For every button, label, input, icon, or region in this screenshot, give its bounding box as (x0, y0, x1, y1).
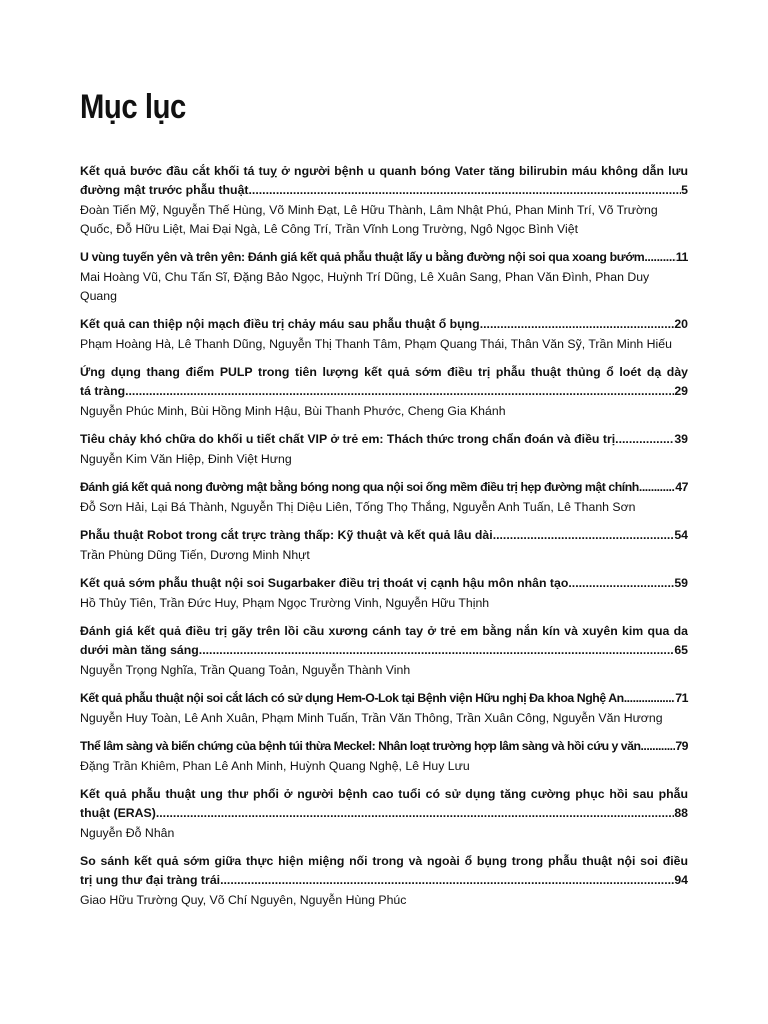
toc-page-number: 39 (674, 432, 688, 446)
toc-entry-title-row (80, 478, 688, 497)
toc-entry-authors: Mai Hoàng Vũ, Chu Tấn Sĩ, Đặng Bảo Ngọc, Huỳnh Trí Dũng, Lê Xuân Sang, Phan Văn Đình, Phan Duy Quang (80, 270, 650, 303)
toc-entry-title-line: dưới màn tăng sáng (80, 643, 199, 657)
toc-entry-title-link[interactable] (80, 162, 688, 200)
toc-entry-title-link[interactable] (80, 430, 688, 449)
toc-entry-title-row (80, 737, 688, 756)
toc-page-number: 54 (674, 528, 688, 542)
toc-entry-authors: Giao Hữu Trường Quy, Võ Chí Nguyên, Nguyễn Hùng Phúc (80, 893, 407, 907)
toc-entry-title-line: Đánh giá kết quả điều trị gãy trên lồi cầu xương cánh tay ở trẻ em bằng nắn kín và xuyên kim qua da (80, 624, 688, 638)
toc-page-number: 11 (675, 250, 688, 264)
table-of-contents (80, 162, 688, 919)
toc-entry-title-line: Đánh giá kết quả nong đường mật bằng bóng nong qua nội soi ống mềm điều trị hẹp đường mật chính (80, 480, 639, 494)
toc-leader-dots (493, 526, 675, 545)
toc-entry-title-line: Kết quả phẫu thuật ung thư phổi ở người bệnh cao tuổi có sử dụng tăng cường phục hồi sau phẫu (80, 787, 688, 801)
toc-page-number: 5 (681, 183, 688, 197)
toc-entry-title-link[interactable] (80, 248, 688, 267)
toc-leader-dots (641, 737, 676, 756)
toc-entry-title-link[interactable] (80, 526, 688, 545)
toc-entry-title-line: Kết quả sớm phẫu thuật nội soi Sugarbaker điều trị thoát vị cạnh hậu môn nhân tạo (80, 576, 569, 590)
toc-entry (80, 852, 688, 910)
toc-entry-title-line: U vùng tuyến yên và trên yên: Đánh giá kết quả phẫu thuật lấy u bằng đường nội soi qua xoang bướm (80, 250, 645, 264)
toc-entry-authors: Nguyễn Huy Toàn, Lê Anh Xuân, Phạm Minh Tuấn, Trần Văn Thông, Trần Xuân Công, Nguyễn Văn Hương (80, 711, 663, 725)
toc-entry-title-row (80, 181, 688, 200)
toc-entry-authors: Phạm Hoàng Hà, Lê Thanh Dũng, Nguyễn Thị Thanh Tâm, Phạm Quang Thái, Thân Văn Sỹ, Trần Minh Hiếu (80, 337, 672, 351)
toc-entry (80, 574, 688, 613)
toc-entry-authors: Nguyễn Đỗ Nhân (80, 826, 175, 840)
toc-entry (80, 248, 688, 306)
page-title: Mục lục (80, 88, 186, 126)
toc-entry-title-row (80, 641, 688, 660)
toc-leader-dots (644, 248, 675, 267)
toc-entry-title-line: Kết quả phẫu thuật nội soi cắt lách có sử dụng Hem-O-Lok tại Bệnh viện Hữu nghị Đa khoa Nghệ An (80, 691, 624, 705)
toc-entry (80, 478, 688, 517)
toc-page-number: 88 (674, 806, 688, 820)
toc-entry-title-link[interactable] (80, 852, 688, 890)
toc-leader-dots (639, 478, 675, 497)
toc-page-number: 71 (675, 691, 688, 705)
toc-entry-title-link[interactable] (80, 478, 688, 497)
toc-entry (80, 363, 688, 421)
toc-page-number: 47 (675, 480, 688, 494)
toc-page-number: 65 (674, 643, 688, 657)
toc-leader-dots (624, 689, 676, 708)
toc-entry-title-line: Ứng dụng thang điểm PULP trong tiên lượng kết quả sớm điều trị phẫu thuật thủng ổ loét dạ dày (80, 365, 688, 379)
toc-entry-title-line: trị ung thư đại tràng trái (80, 873, 221, 887)
toc-entry (80, 162, 688, 239)
toc-entry-title-link[interactable] (80, 574, 688, 593)
toc-entry-title-link[interactable] (80, 785, 688, 823)
toc-entry-title-line: So sánh kết quả sớm giữa thực hiện miệng nối trong và ngoài ổ bụng trong phẫu thuật nội soi điều (80, 854, 688, 868)
toc-page-number: 59 (674, 576, 688, 590)
toc-entry-title-line: Thể lâm sàng và biến chứng của bệnh túi thừa Meckel: Nhân loạt trường hợp lâm sàng và hồi cứu y văn (80, 739, 641, 753)
toc-entry-authors: Hồ Thủy Tiên, Trần Đức Huy, Phạm Ngọc Trường Vinh, Nguyễn Hữu Thịnh (80, 596, 490, 610)
toc-leader-dots (199, 641, 675, 660)
toc-entry-authors: Đoàn Tiến Mỹ, Nguyễn Thế Hùng, Võ Minh Đạt, Lê Hữu Thành, Lâm Nhật Phú, Phan Minh Trí, Võ Trường Quốc, Đỗ Hữu Liệt, Mai Đại Ngà, Lê Công Trí, Trần Vĩnh Long Trường, Ngô Ngọc Bình Việt (80, 203, 658, 236)
toc-entry-title-row (80, 430, 688, 449)
toc-entry-title-line: thuật (ERAS) (80, 806, 156, 820)
toc-entry-title-link[interactable] (80, 315, 688, 334)
toc-leader-dots (249, 181, 682, 200)
toc-entry-title-row (80, 248, 688, 267)
toc-entry-title-row (80, 382, 688, 401)
toc-entry-title-row (80, 574, 688, 593)
toc-entry (80, 315, 688, 354)
toc-page-number: 79 (675, 739, 688, 753)
toc-entry-title-line: Kết quả can thiệp nội mạch điều trị chảy máu sau phẫu thuật ổ bụng (80, 317, 480, 331)
toc-entry (80, 622, 688, 680)
toc-entry (80, 526, 688, 565)
toc-entry (80, 430, 688, 469)
toc-entry-title-row (80, 871, 688, 890)
toc-entry-authors: Nguyễn Trọng Nghĩa, Trần Quang Toản, Nguyễn Thành Vinh (80, 663, 411, 677)
toc-entry-title-link[interactable] (80, 363, 688, 401)
toc-entry-authors: Trần Phùng Dũng Tiến, Dương Minh Nhựt (80, 548, 310, 562)
toc-leader-dots (480, 315, 675, 334)
toc-entry-title-line: Phẫu thuật Robot trong cắt trực tràng thấp: Kỹ thuật và kết quả lâu dài (80, 528, 493, 542)
toc-entry (80, 737, 688, 776)
toc-leader-dots (156, 804, 674, 823)
toc-entry-title-line: Tiêu chảy khó chữa do khối u tiết chất VIP ở trẻ em: Thách thức trong chẩn đoán và điều trị (80, 432, 616, 446)
toc-entry-title-link[interactable] (80, 737, 688, 756)
toc-entry (80, 785, 688, 843)
toc-entry-title-line: Kết quả bước đầu cắt khối tá tuỵ ở người bệnh u quanh bóng Vater tăng bilirubin máu không dẫn lưu (80, 164, 688, 178)
toc-entry-title-line: tá tràng (80, 384, 126, 398)
toc-page-number: 29 (674, 384, 688, 398)
toc-entry-authors: Đỗ Sơn Hải, Lại Bá Thành, Nguyễn Thị Diệu Liên, Tống Thọ Thắng, Nguyễn Anh Tuấn, Lê Thanh Sơn (80, 500, 636, 514)
toc-leader-dots (568, 574, 674, 593)
toc-page-number: 94 (674, 873, 688, 887)
toc-entry-authors: Nguyễn Phúc Minh, Bùi Hồng Minh Hậu, Bùi Thanh Phước, Cheng Gia Khánh (80, 404, 506, 418)
toc-entry-title-row (80, 526, 688, 545)
toc-entry-title-row (80, 804, 688, 823)
toc-entry-title-row (80, 315, 688, 334)
toc-entry (80, 689, 688, 728)
toc-entry-title-line: đường mật trước phẫu thuật (80, 183, 249, 197)
toc-entry-title-link[interactable] (80, 689, 688, 708)
toc-entry-title-link[interactable] (80, 622, 688, 660)
toc-leader-dots (125, 382, 674, 401)
toc-entry-authors: Đặng Trần Khiêm, Phan Lê Anh Minh, Huỳnh Quang Nghệ, Lê Huy Lưu (80, 759, 470, 773)
toc-leader-dots (615, 430, 674, 449)
toc-page-number: 20 (674, 317, 688, 331)
toc-leader-dots (220, 871, 674, 890)
toc-entry-title-row (80, 689, 688, 708)
toc-entry-authors: Nguyễn Kim Văn Hiệp, Đinh Việt Hưng (80, 452, 292, 466)
